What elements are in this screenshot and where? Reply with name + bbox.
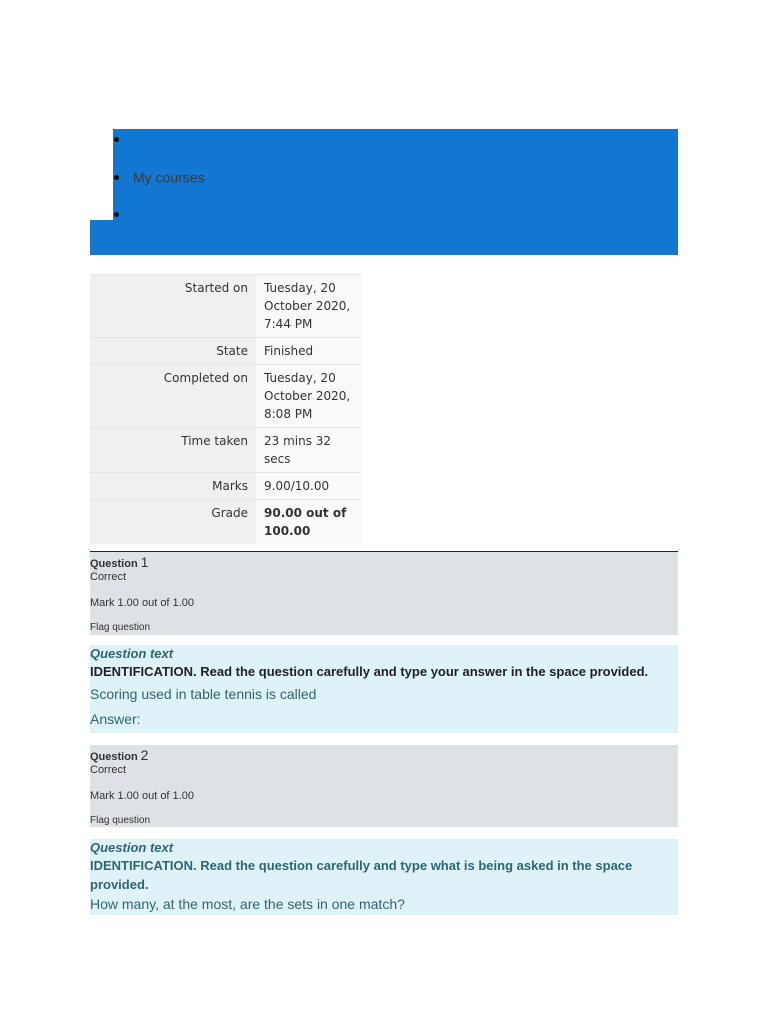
question-info-2 xyxy=(90,745,678,827)
question-text-heading: Question text xyxy=(90,646,174,661)
bullet-icon xyxy=(114,212,119,217)
question-prompt: How many, at the most, are the sets in one match? xyxy=(90,896,405,912)
question-state: Correct xyxy=(90,764,127,776)
question-mark: Mark 1.00 out of 1.00 xyxy=(90,597,194,609)
nav-item-empty-2[interactable] xyxy=(114,206,133,223)
summary-label: Started on xyxy=(90,275,256,338)
summary-value: Tuesday, 20 October 2020, 7:44 PM xyxy=(256,275,361,338)
question-prompt: Scoring used in table tennis is called xyxy=(90,686,317,702)
bullet-icon xyxy=(114,137,119,142)
question-number xyxy=(90,554,148,570)
question-mark: Mark 1.00 out of 1.00 xyxy=(90,790,194,802)
question-label: Question xyxy=(90,751,138,763)
question-number-value: 1 xyxy=(140,554,149,570)
summary-label: State xyxy=(90,338,256,365)
summary-row-time-taken xyxy=(90,428,361,473)
question-text-heading: Question text xyxy=(90,840,174,855)
quiz-summary-table xyxy=(90,274,361,544)
summary-row-grade xyxy=(90,500,361,545)
summary-value: 23 mins 32 secs xyxy=(256,428,361,473)
summary-row-started xyxy=(90,275,361,338)
summary-label: Completed on xyxy=(90,365,256,428)
answer-label: Answer: xyxy=(90,711,141,727)
summary-row-completed xyxy=(90,365,361,428)
summary-row-state xyxy=(90,338,361,365)
question-number xyxy=(90,747,148,763)
navbar-left-strip xyxy=(90,129,113,220)
top-navbar xyxy=(90,129,678,255)
question-instruction: IDENTIFICATION. Read the question carefully and type your answer in the space provided. xyxy=(90,664,649,679)
bullet-icon xyxy=(114,175,119,180)
nav-item-label[interactable]: My courses xyxy=(133,169,205,186)
question-label: Question xyxy=(90,558,138,570)
summary-value: 9.00/10.00 xyxy=(256,473,361,500)
nav-item-empty-1[interactable] xyxy=(114,131,133,148)
summary-value: Tuesday, 20 October 2020, 8:08 PM xyxy=(256,365,361,428)
question-instruction: IDENTIFICATION. Read the question carefully and type what is being asked in the space provided. xyxy=(90,858,633,892)
question-content-1 xyxy=(90,645,678,733)
flag-question-link[interactable]: Flag question xyxy=(90,815,151,826)
summary-value: Finished xyxy=(256,338,361,365)
flag-question-link[interactable]: Flag question xyxy=(90,622,151,633)
summary-label: Marks xyxy=(90,473,256,500)
summary-label: Time taken xyxy=(90,428,256,473)
nav-item-my-courses[interactable] xyxy=(114,169,205,186)
summary-value: 90.00 out of 100.00 xyxy=(256,500,361,545)
question-state: Correct xyxy=(90,571,127,583)
summary-row-marks xyxy=(90,473,361,500)
summary-label: Grade xyxy=(90,500,256,545)
question-content-2 xyxy=(90,839,678,915)
question-info-1 xyxy=(90,551,678,635)
question-number-value: 2 xyxy=(140,747,149,763)
